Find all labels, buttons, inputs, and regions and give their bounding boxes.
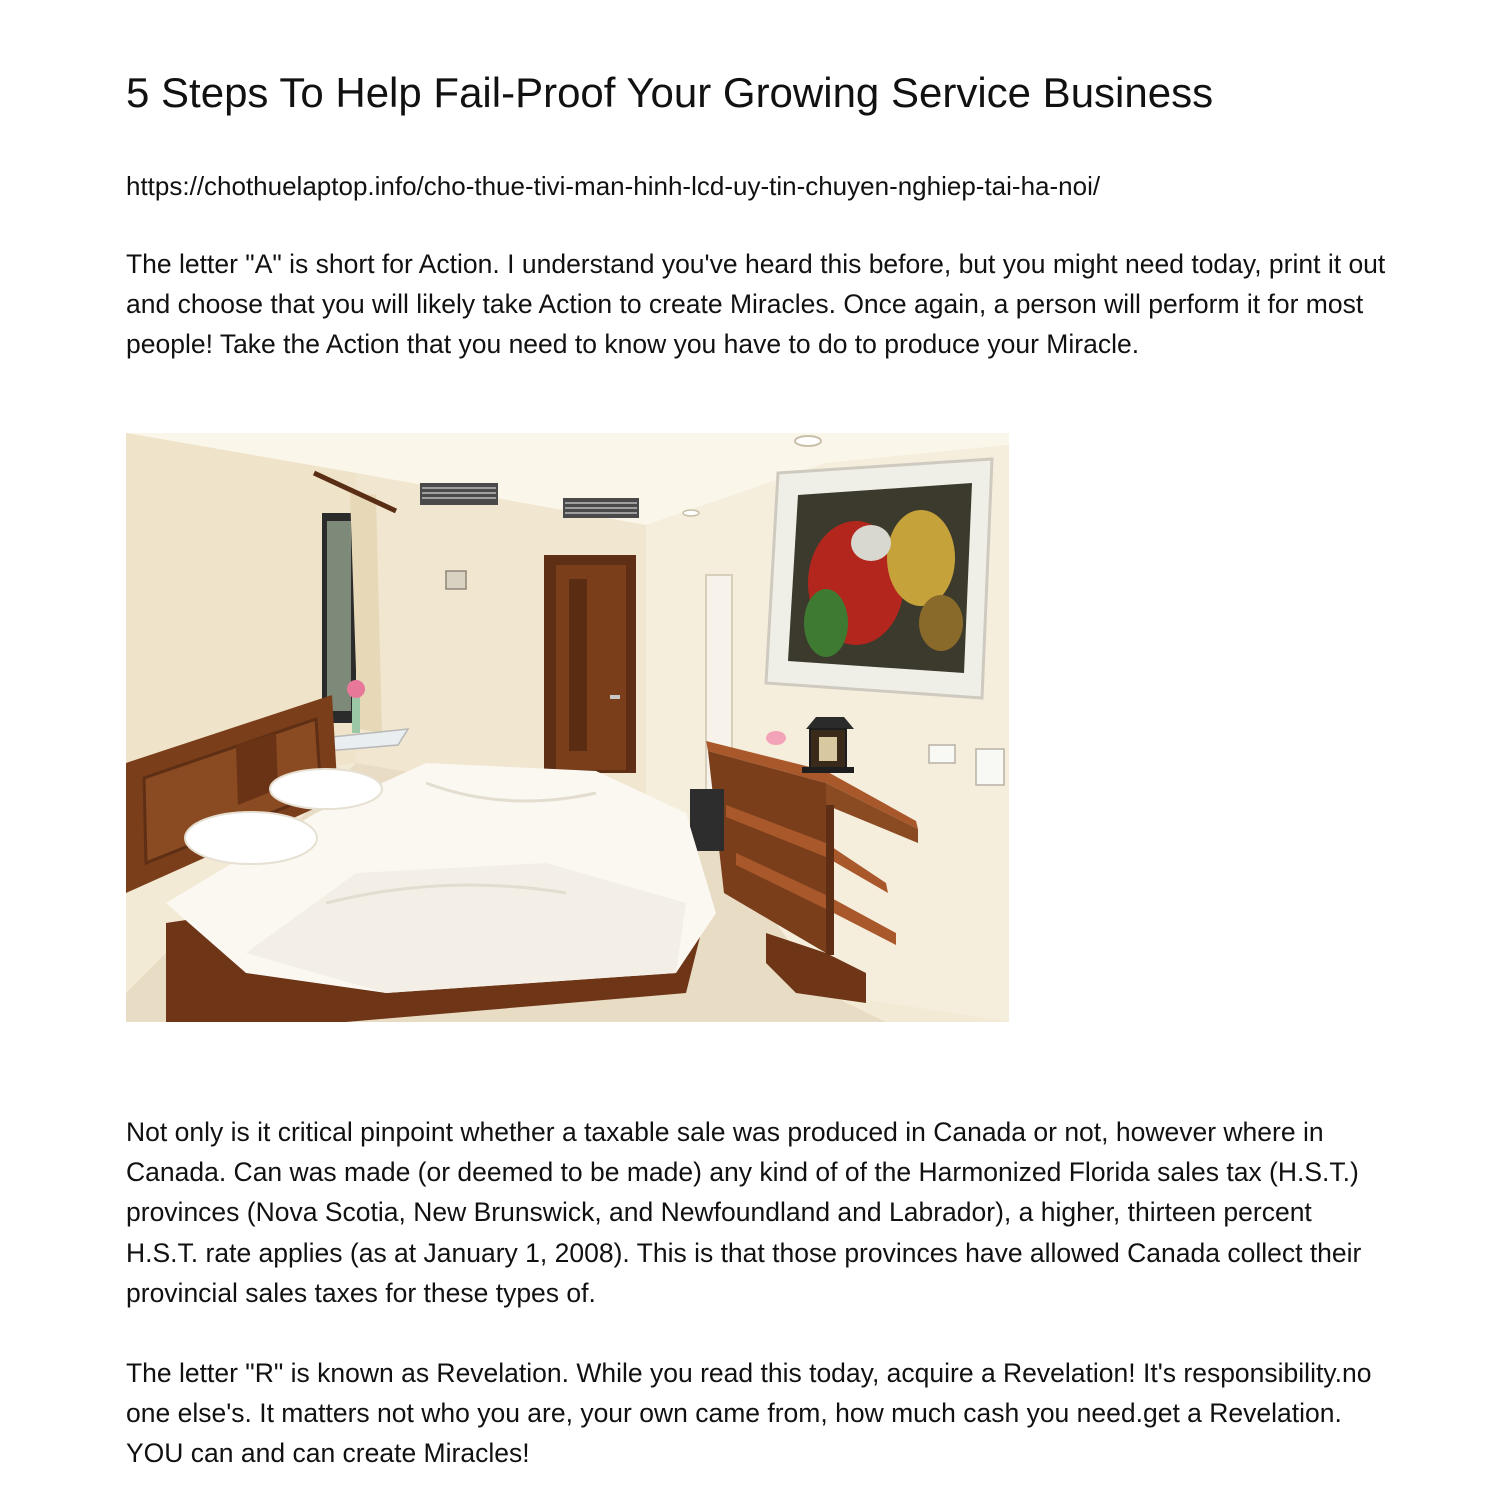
ceiling-light-icon bbox=[795, 436, 821, 446]
door bbox=[556, 565, 626, 770]
ceiling-light-icon bbox=[683, 510, 699, 516]
flower-vase bbox=[766, 731, 786, 745]
bedroom-photo bbox=[126, 433, 1009, 1022]
flower-vase bbox=[352, 693, 360, 733]
light-switch bbox=[976, 749, 1004, 785]
air-vent-right bbox=[563, 498, 639, 518]
source-url: https://chothuelaptop.info/cho-thue-tivi-man-hinh-lcd-uy-tin-chuyen-nghiep-tai-ha-noi/ bbox=[126, 171, 1101, 201]
pillow bbox=[270, 769, 382, 809]
article-title: 5 Steps To Help Fail-Proof Your Growing Service Business bbox=[126, 69, 1214, 116]
wall-painting bbox=[766, 459, 992, 698]
thermostat bbox=[929, 745, 955, 763]
door-handle-icon bbox=[610, 695, 620, 699]
lantern-ornament bbox=[802, 717, 854, 773]
small-cabinet bbox=[690, 789, 724, 851]
paragraph-revelation: The letter "R" is known as Revelation. While you read this today, acquire a Revelation! It's responsibility.no one else's. It matters not who you are, your own came from, how much cash you need.get a Revelation. YOU can and can create Miracles! bbox=[126, 1358, 1372, 1469]
pillow bbox=[185, 812, 317, 864]
wall-sconce bbox=[446, 571, 466, 589]
paragraph-canada-tax: Not only is it critical pinpoint whether a taxable sale was produced in Canada or not, however where in Canada. Can was made (or deemed to be made) any kind of of the Harmonized Florida sales tax (H.S.T.) provinces (Nova Scotia, New Brunswick, and Newfoundland and Labrador), a higher, thirteen percent H.S.T. rate applies (as at January 1, 2008). This is that those provinces have allowed Canada collect their provincial sales taxes for these types of. bbox=[126, 1117, 1362, 1308]
paragraph-action: The letter "A" is short for Action. I understand you've heard this before, but you might need today, print it out and choose that you will likely take Action to create Miracles. Once again, a person will perform it for most people! Take the Action that you need to know you have to do to produce your Miracle. bbox=[126, 249, 1386, 360]
air-vent-left bbox=[420, 483, 498, 505]
